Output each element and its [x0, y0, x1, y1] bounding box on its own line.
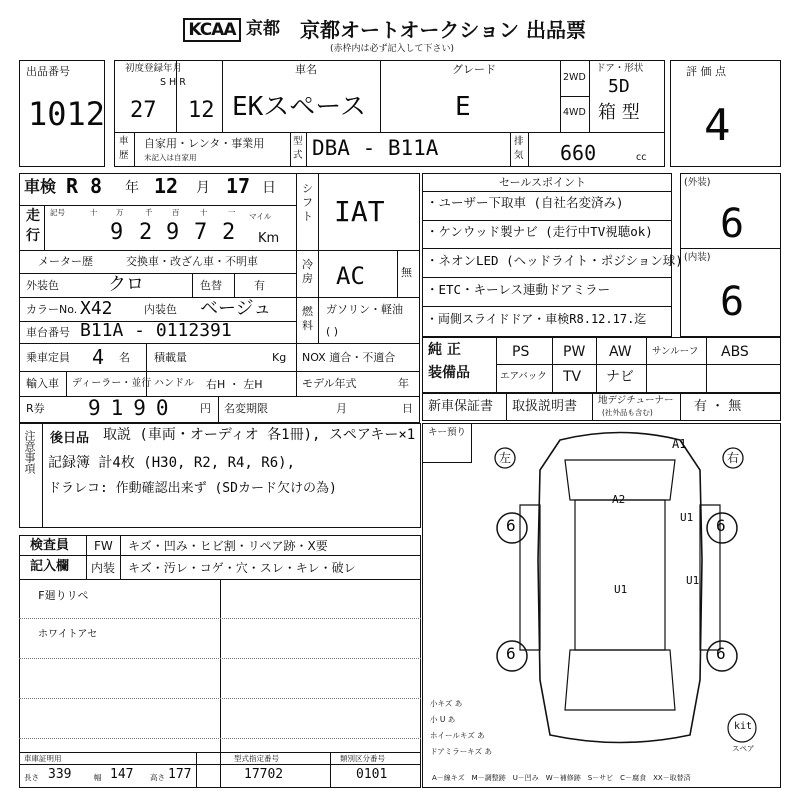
- displacement-value: 660: [560, 141, 597, 165]
- first-reg-month: 12: [188, 98, 215, 123]
- equip-pw: PW: [563, 344, 586, 360]
- notes-label: 注意事項: [23, 430, 36, 474]
- sales-point-1: ・ユーザー下取車 (自社名変済み): [426, 195, 624, 210]
- meter-options: 交換車・改ざん車・不明車: [126, 255, 258, 268]
- footer-width: 147: [110, 767, 134, 782]
- footer-type-no: 17702: [244, 767, 284, 782]
- usage-note: 未記入は自家用: [144, 153, 197, 162]
- legend-small-dent: 小 U あ: [430, 715, 456, 724]
- door-shape: 箱 型: [598, 102, 640, 123]
- mileage-unit-5: 一: [228, 208, 236, 217]
- inspection-tsuki: 月: [196, 180, 210, 196]
- drive-4wd: 4WD: [563, 107, 586, 118]
- sales-point-2: ・ケンウッド製ナビ (走行中TV視聴ok): [426, 224, 653, 239]
- footer-type-label: 型式指定番号: [234, 754, 279, 763]
- irogae-yu: 有: [254, 279, 265, 292]
- model-year-label: モデル年式: [302, 377, 357, 390]
- shift-label: シフト: [302, 182, 313, 223]
- inspection-day-suffix: 日: [262, 180, 276, 196]
- equip-ps: PS: [512, 344, 530, 360]
- warranty-tuner-sub: (社外品も含む): [602, 408, 653, 417]
- car-name-value: EKスペース: [232, 92, 367, 122]
- capacity-value: 4: [92, 345, 105, 369]
- footer-legend: A－線キズ M－調整跡 U－凹み W－補修跡 S－サビ C－腐食 XX－取替済: [432, 774, 691, 782]
- mileage-digit-2: 9: [166, 220, 180, 245]
- irogae-label: 色替: [200, 279, 222, 292]
- equipment-label-b: 装備品: [428, 365, 470, 381]
- first-reg-year: 27: [130, 98, 157, 123]
- nox-status: NOX 適合・不適合: [302, 351, 396, 364]
- car-rear: [565, 650, 675, 710]
- logo-sub: 京都: [246, 19, 280, 39]
- footer-width-label: 幅: [94, 773, 102, 782]
- shift-value: IAT: [334, 195, 385, 228]
- import-label: 輸入車: [26, 377, 59, 390]
- mileage-label-a: 走: [26, 208, 40, 224]
- usage-value: 自家用・レンタ・事業用: [144, 137, 265, 150]
- load-label: 積載量: [154, 351, 187, 364]
- first-reg-label: 初度登録年月: [125, 63, 183, 74]
- meter-label: メーター歴: [38, 255, 93, 268]
- key-label: キー預り: [428, 427, 467, 438]
- exterior-color-value: クロ: [108, 274, 144, 295]
- tire-fl-value: 6: [506, 516, 516, 535]
- mark-a2: A2: [612, 493, 626, 506]
- color-no-value: X42: [80, 298, 113, 319]
- inspection-nen: 年: [125, 180, 139, 196]
- equip-tv: TV: [563, 369, 582, 385]
- inspection-month: 12: [154, 174, 179, 198]
- warranty-tuner: 地デジチューナー: [598, 395, 674, 406]
- recycle-label: R券: [26, 402, 45, 415]
- inspector-fw: FW: [94, 539, 113, 553]
- import-lr: 右H ・ 左H: [206, 378, 263, 391]
- warranty-yu-mu: 有 ・ 無: [694, 399, 742, 414]
- lot-number: 1012: [28, 95, 106, 133]
- era-label: S H R: [160, 77, 186, 88]
- equip-aw: AW: [609, 344, 632, 360]
- inspection-era: R: [66, 174, 79, 198]
- interior-score-value: 6: [720, 279, 745, 325]
- usage-label-a: 車: [119, 136, 129, 147]
- footer-class-label: 類別区分番号: [340, 754, 385, 763]
- notes-tag: 後日品: [50, 431, 90, 446]
- notes-line-1: 取説 (車両・オーディオ 各1冊), スペアキー×1: [103, 427, 416, 443]
- usage-label-b: 歴: [119, 150, 129, 161]
- grade-value: E: [455, 92, 471, 122]
- inspection-year: 8: [90, 174, 103, 198]
- mark-a1: A1: [672, 437, 687, 451]
- footer-length-label: 長さ: [24, 773, 39, 782]
- inspector-hand-2: ホワイトアセ: [38, 629, 98, 640]
- legend-wheel-scratch: ホイールキズ あ: [430, 731, 485, 740]
- door-value: 5D: [608, 76, 630, 97]
- inspector-nai-items: キズ・汚レ・コゲ・穴・スレ・キレ・破レ: [128, 561, 356, 575]
- kcaa-logo: KCAA: [183, 18, 241, 42]
- mileage-unit-label: マイル: [249, 212, 272, 221]
- exterior-color-label: 外装色: [26, 279, 59, 292]
- mileage-digit-0: 9: [110, 220, 124, 245]
- mark-u1-a: U1: [680, 511, 694, 524]
- inspector-label-a: 検査員: [30, 538, 70, 553]
- recycle-value: 9190: [88, 396, 179, 420]
- left-side-panel: [520, 505, 540, 650]
- footer-height: 177: [168, 767, 192, 782]
- footer-height-label: 高さ: [150, 773, 165, 782]
- model-label-a: 型: [293, 136, 303, 147]
- meigi-hi: 日: [402, 402, 413, 415]
- equipment-label-a: 純 正: [428, 342, 461, 358]
- chassis-value: B11A - 0112391: [80, 320, 232, 341]
- mileage-unit-3: 百: [172, 208, 180, 217]
- page-subtitle: (赤枠内は必ず記入して下さい): [330, 44, 455, 54]
- meigi-label: 名変期限: [224, 402, 268, 415]
- disp-label-a: 排: [514, 136, 524, 147]
- meigi-tsuki: 月: [336, 402, 347, 415]
- tire-rl-value: 6: [506, 644, 516, 663]
- lot-label: 出品番号: [26, 65, 70, 78]
- recycle-yen: 円: [200, 402, 211, 415]
- car-name-label: 車名: [295, 63, 317, 76]
- tire-fr-value: 6: [716, 516, 726, 535]
- footer-class-no: 0101: [356, 767, 388, 782]
- mileage-unit-value: Km: [258, 231, 280, 246]
- mileage-unit-4: 十: [200, 208, 208, 217]
- mileage-unit-1: 万: [116, 208, 124, 217]
- fuel-label: 燃料: [302, 305, 313, 332]
- car-roof: [575, 500, 665, 650]
- spare-label: スペア: [732, 744, 755, 753]
- equip-abs: ABS: [721, 344, 749, 360]
- aircon-label: 冷房: [302, 258, 313, 285]
- exterior-score-value: 6: [720, 201, 745, 247]
- chassis-label: 車台番号: [26, 326, 70, 339]
- drive-2wd: 2WD: [563, 72, 586, 83]
- mileage-unit-0: 十: [90, 208, 98, 217]
- sales-point-4: ・ETC・キーレス連動ドアミラー: [426, 282, 611, 297]
- mileage-unit-2: 千: [145, 208, 153, 217]
- diagram-right: 右: [727, 451, 740, 465]
- exterior-score-label: (外装): [684, 177, 711, 188]
- import-dealer: ディーラー・並行: [72, 378, 152, 389]
- footer-length: 339: [48, 767, 72, 782]
- equip-navi: ナビ: [606, 369, 634, 385]
- door-label: ドア・形状: [596, 63, 644, 74]
- notes-line-2: 記録簿 計4枚 (H30, R2, R4, R6),: [48, 455, 296, 471]
- inspector-label-b: 記入欄: [30, 559, 70, 574]
- interior-color-label: 内装色: [144, 303, 177, 316]
- inspector-nai: 内装: [91, 561, 116, 575]
- color-no-label: カラーNo.: [26, 303, 78, 316]
- sales-point-5: ・両側スライドドア・車検R8.12.17.迄: [426, 312, 647, 326]
- inspector-hand-1: F廻りリペ: [38, 589, 89, 602]
- inspection-day: 17: [226, 174, 251, 198]
- interior-score-label: (内装): [684, 252, 711, 263]
- warranty-manual: 取扱説明書: [512, 399, 578, 414]
- mileage-digit-4: 2: [222, 220, 236, 245]
- rating-value: 4: [704, 100, 731, 151]
- equip-sunroof: サンルーフ: [652, 346, 699, 357]
- tire-rr-value: 6: [716, 644, 726, 663]
- mileage-label-b: 行: [26, 228, 40, 244]
- legend-mirror-scratch: ドアミラーキズ あ: [430, 747, 493, 756]
- page-title: 京都オートオークション 出品票: [300, 18, 586, 42]
- grade-label: グレード: [452, 63, 496, 76]
- inspector-fw-items: キズ・凹み・ヒビ割・リペア跡・X要: [128, 539, 328, 553]
- rating-label: 評 価 点: [686, 65, 726, 78]
- load-kg: Kg: [272, 351, 287, 364]
- model-year-nen: 年: [398, 377, 409, 390]
- fuel-paren: ( ): [326, 325, 339, 338]
- capacity-unit: 名: [119, 351, 130, 364]
- aircon-value: AC: [336, 262, 365, 290]
- mileage-digit-3: 7: [194, 220, 208, 245]
- diagram-left: 左: [499, 451, 512, 465]
- mark-u1-b: U1: [614, 583, 628, 596]
- mileage-kigo: 記号: [50, 208, 65, 217]
- import-handle: ハンドル: [154, 378, 194, 389]
- spare-kit: kit: [734, 721, 753, 732]
- notes-line-3: ドラレコ: 作動確認出来ず (SDカード欠けの為): [48, 481, 337, 496]
- displacement-unit: cc: [636, 152, 647, 163]
- inspection-label: 車検: [24, 177, 57, 196]
- legend-small-scratch: 小キズ あ: [430, 699, 463, 708]
- aircon-none: 無: [401, 266, 412, 279]
- interior-color-value: ベージュ: [200, 298, 272, 319]
- model-value: DBA - B11A: [312, 136, 439, 160]
- sales-point-3: ・ネオンLED (ヘッドライト・ポジション球): [426, 253, 683, 268]
- mileage-digit-1: 2: [139, 220, 153, 245]
- disp-label-b: 気: [514, 150, 524, 161]
- equip-airbag: エアバック: [500, 371, 547, 382]
- fuel-options: ガソリン・軽油: [326, 303, 403, 316]
- capacity-label: 乗車定員: [26, 351, 70, 364]
- warranty-hosho: 新車保証書: [428, 399, 494, 414]
- mark-u1-c: U1: [686, 574, 700, 587]
- footer-cert: 車庫証明用: [24, 754, 62, 763]
- sales-points-title: セールスポイント: [499, 176, 587, 189]
- model-label-b: 式: [293, 150, 303, 161]
